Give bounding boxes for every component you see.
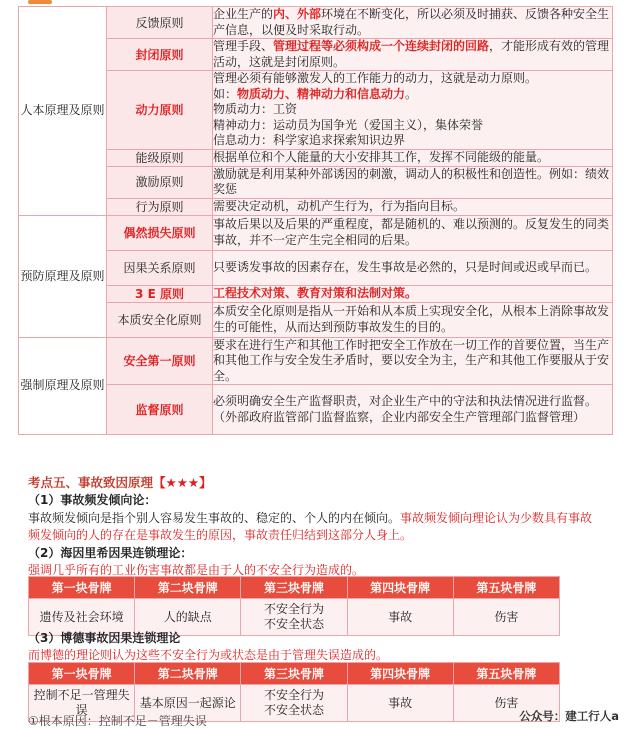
paragraph-3: 而博德的理论则认为这些不安全行为或状态是由于管理失误造成的。 [28,648,389,662]
principle-description: 必须明确安全生产监督职责，对企业生产中的守法和执法情况进行监督。（外部政府监管部门监督监察，企业内部安全生产管理部门监督管理） [213,385,613,435]
domino-cell: 不安全行为 不安全状态 [241,685,347,722]
subhead-2: （2）海因里希因果连锁理论： [28,546,193,560]
domino-cell: 事故 [347,599,453,636]
section-title-text: 考点五、事故致因原理 [28,475,154,490]
table-row [19,71,613,150]
table-row [19,39,613,71]
domino-header: 第五块骨牌 [453,663,559,685]
principle-description: 激励就是利用某种外部诱因的刺激，调动人的积极性和创造性。例如：绩效奖惩 [213,166,613,198]
principle-description: 企业生产的内、外部环境在不断变化，所以必须及时捕获、反馈各种安全生产信息，以便及时采取行动。 [213,7,613,39]
domino-cell: 伤害 [453,599,559,636]
domino-header: 第二块骨牌 [135,577,241,599]
subhead-3: （3）博德事故因果连锁理论 [28,631,181,645]
accent-tick [28,0,52,4]
principle-name: 能级原则 [107,149,213,166]
category-cell: 人本原理及原则 [19,7,107,216]
principle-name: 激励原则 [107,166,213,198]
paragraph-1b: 事故频发倾向理论认为少数具有事故频发倾向的人的存在是事故发生的原因，事故责任归结到这部分人身上。 [28,511,593,542]
paragraph-2: 强调几乎所有的工业伤害事故都是由于人的不安全行为造成的。 [28,563,365,577]
principle-name: 3 E 原则 [107,285,213,302]
domino-header: 第四块骨牌 [347,577,453,599]
watermark-tag: 公众号：建工行人a [519,709,619,723]
table-row [19,250,613,285]
table-row [19,302,613,337]
principle-name: 反馈原则 [107,7,213,39]
importance-stars: 【★★★】 [153,475,212,490]
principle-description: 管理必须有能够激发人的工作能力的动力，这就是动力原则。 如：物质动力、精神动力和信息动力。 物质动力：工资 精神动力：运动员为国争光（爱国主义），集体荣誉 信息动力：科学家追求探索知识边界 [213,71,613,150]
domino-header: 第五块骨牌 [453,577,559,599]
principle-description: 只要诱发事故的因素存在，发生事故是必然的，只是时间或迟或早而已。 [213,250,613,285]
principle-name: 因果关系原则 [107,250,213,285]
paragraph-1 [28,510,603,544]
principle-description: 工程技术对策、教育对策和法制对策。 [213,285,613,302]
domino-header: 第三块骨牌 [241,663,347,685]
principle-description: 根据单位和个人能量的大小安排其工作，发挥不同能级的能量。 [213,149,613,166]
table-row [19,385,613,435]
table-row [19,337,613,385]
domino-cell: 不安全行为 不安全状态 [241,599,347,636]
table-row [19,198,613,215]
footer-note: ①根本原因：控制不足－管理失误 [28,714,207,728]
table-row [19,215,613,250]
domino-cell: 控制不足一管理失误 [29,685,135,722]
principle-name: 动力原则 [107,71,213,150]
subhead-1: （1）事故频发倾向论： [28,493,157,507]
principle-name: 行为原则 [107,198,213,215]
principle-name: 偶然损失原则 [107,215,213,250]
domino-header: 第三块骨牌 [241,577,347,599]
domino-cell: 事故 [347,685,453,722]
domino-header: 第一块骨牌 [29,663,135,685]
domino-cell: 人的缺点 [135,599,241,636]
category-cell: 强制原理及原则 [19,337,107,435]
table-row [19,166,613,198]
principle-name: 监督原则 [107,385,213,435]
category-cell: 预防原理及原则 [19,215,107,337]
principle-description: 事故后果以及后果的严重程度，都是随机的、难以预测的。反复发生的同类事故，并不一定产生完全相同的后果。 [213,215,613,250]
table-row [19,149,613,166]
principle-description: 要求在进行生产和其他工作时把安全工作放在一切工作的首要位置，当生产和其他工作与安全发生矛盾时，要以安全为主，生产和其他工作要服从于安全。 [213,337,613,385]
section-title [28,473,212,491]
paragraph-1a: 事故频发倾向是指个别人容易发生事故的、稳定的、个人的内在倾向。 [28,511,401,525]
domino-header: 第二块骨牌 [135,663,241,685]
domino-cell: 基本原因一起源论 [135,685,241,722]
principle-description: 需要决定动机，动机产生行为，行为指向目标。 [213,198,613,215]
table-row [19,7,613,39]
principle-name: 封闭原则 [107,39,213,71]
principle-description: 管理手段、管理过程等必须构成一个连续封闭的回路，才能形成有效的管理活动，这就是封闭原则。 [213,39,613,71]
domino-header: 第四块骨牌 [347,663,453,685]
principle-description: 本质安全化原则是指从一开始和从本质上实现安全化，从根本上消除事故发生的可能性，从而达到预防事故发生的目的。 [213,302,613,337]
domino-cell: 遗传及社会环境 [29,599,135,636]
domino-header: 第一块骨牌 [29,577,135,599]
domino-cell: 伤害 [453,685,559,722]
principle-name: 本质安全化原则 [107,302,213,337]
table-row [19,285,613,302]
principle-name: 安全第一原则 [107,337,213,385]
principles-table [18,6,613,435]
heinrich-domino-table [28,576,560,636]
